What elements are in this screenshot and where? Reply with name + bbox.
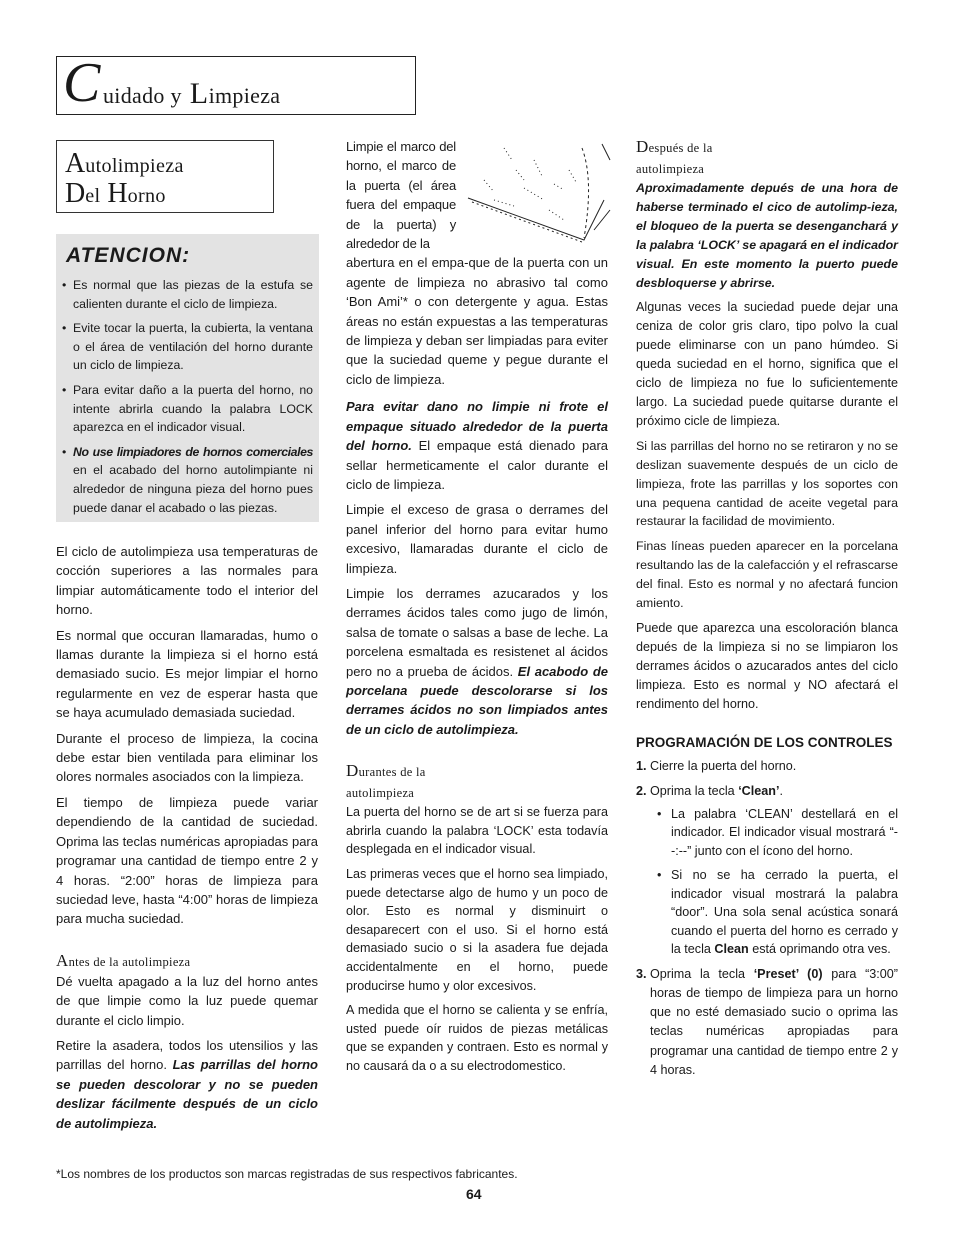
column-1 xyxy=(56,542,318,1139)
paragraph: Retire la asadera, todos los utensilios y las parrillas del horno. Las parrillas del horno se pueden descolorar y no se pueden deslizar fácilmente después de un ciclo de autolimpieza. xyxy=(56,1037,318,1131)
paragraph: Durante el proceso de limpieza, la cocina debe estar bien ventilada para eliminar los olores normales asociados con la limpieza. xyxy=(56,730,318,785)
atencion-item: • Es normal que las piezas de la estufa se calienten durante el ciclo de limpieza. xyxy=(62,276,313,313)
page-title-second-rest: impieza xyxy=(208,83,281,108)
atencion-list xyxy=(62,276,313,523)
paragraph: Algunas veces la suciedad puede dejar una ceniza de color gris claro, tipo polvo la cual puede eliminarse con un pano húmdeo. Si queda suciedad en el horno, significa que el ciclo de limpieza no fue lo suficientemente largo. La suciedad puede quitarse durante el próximo cicle de limpieza. xyxy=(636,300,898,428)
page-title-initial: C xyxy=(63,52,101,114)
paragraph: Finas líneas pueden aparecer en la porcelana resultando las de la calefacción y el refrascarse del final. Esto es normal y no afectará funcion amiento. xyxy=(636,539,898,611)
step: 1. Cierre la puerta del horno. xyxy=(636,759,797,774)
atencion-item: • No use limpiadores de hornos comerciales en el acabado del horno autolimpiante ni alrededor de ninguna pieza del horno pues puede danar el acabado o las piezas. xyxy=(62,443,313,517)
atencion-title: ATENCION: xyxy=(66,244,191,267)
bullet-item: • Si no se ha cerrado la puerta, el indicador visual mostrará la palabra “door”. Una sola senal acústica sonará cuando el puerta del horno es cerrado y la tecla Clean está oprimando otra ves. xyxy=(657,866,898,959)
programacion-heading: PROGRAMACIÓN DE LOS CONTROLES xyxy=(636,735,893,751)
antes-heading: Antes de la autolimpieza xyxy=(56,950,191,970)
step: 2. Oprima la tecla ‘Clean’. • La palabra ‘CLEAN’ destellará en el indicador. El indicador visual mostrará “--:--” junto con el ícono del horno. • Si no se ha cerrado la puerta, el indicador visual mostrará la palabra “door”. Una sola senal acústica sonará cuando el puerta del horno es cerrado y la tecla Clean está oprimando otra ves. xyxy=(636,782,898,959)
page-title-rest: uidado y xyxy=(103,83,182,108)
step: 3. Oprima la tecla ‘Preset’ (0) para “3:00” horas de tiempo de limpieza para un horno que no esté demasiado sucio o oprima las teclas numéricas apropiadas para programar una cantidad de tiempo entre 2 y 4 horas. xyxy=(636,966,898,1077)
step-bullets xyxy=(636,805,898,959)
atencion-item: • Evite tocar la puerta, la cubierta, la ventana o el área de ventilación del horno durante un ciclo de limpieza. xyxy=(62,319,313,375)
paragraph: Limpie el marco del horno, el marco de la puerta (el área fuera del empaque de la puerta) y alrededor de la xyxy=(346,139,456,252)
paragraph: Las primeras veces que el horno sea limpiado, puede detectarse algo de humo y un poco de olor. Esto es normal y disminuirt o desaparecert con el uso. Si el horno está demasiado sucio o si la asadera fue dejada accidentalmente en el horno, puede producirse humo y olor excesivos. xyxy=(346,866,608,993)
page-number: 64 xyxy=(466,1186,482,1202)
paragraph: A medida que el horno se calienta y se enfría, usted puede oír ruidos de piezas metálicas que se expanden y contraen. Esto es normal y no causará da o a su electrodomestico. xyxy=(346,1003,608,1073)
footnote: *Los nombres de los productos son marcas registradas de sus respectivos fabricantes. xyxy=(56,1167,518,1181)
durantes-heading: Durantes de la autolimpieza xyxy=(346,761,426,801)
despues-heading: Después de la autolimpieza xyxy=(636,137,713,176)
paragraph: Es normal que occuran llamaradas, humo o llamas durante la limpieza si el horno está demasiado sucio. Es mejor limpiar el horno regularmente en vez de esperar hasta que se haya acumulado demasiada suciedad. xyxy=(56,627,318,721)
column-3 xyxy=(636,137,898,1085)
paragraph: abertura en el empa-que de la puerta con un agente de limpieza no abrasivo tal como ‘Bon Ami’* o con detergente y agua. Estas áreas no están expuestas a las temperaturas de limpieza y deban ser limpiadas para eviter que la suciedad queme y pegue durante el ciclo de limpieza. xyxy=(346,255,608,387)
paragraph: Si las parrillas del horno no se retiraron y no se deslizan suavemente después de un ciclo de limpieza, frote las parrillas y los soportes con una pequena cantidad de aceite vegetal para restaurar la facilidad de movimiento. xyxy=(636,438,898,529)
bullet-item: • La palabra ‘CLEAN’ destellará en el indicador. El indicador visual mostrará “--:--” junto con el ícono del horno. xyxy=(657,805,898,861)
paragraph: Puede que aparezca una escoloración blanca depués de la limpieza si no se limpiaron los derrames ácidos o azucarados antes del ciclo limpieza. Esto es normal y NO afectará el rendimento del horno. xyxy=(636,620,898,711)
paragraph: El tiempo de limpieza puede variar dependiendo de la cantidad de suciedad. Oprima las teclas numéricas apropiadas para programar una cantidad de tiempo entre 2 y 4 horas. “2:00” horas de limpieza para suciedad leve, hasta “4:00” horas de limpieza para mucha suciedad. xyxy=(56,794,318,927)
paragraph: La puerta del horno se de art si se fuerza para abrirla cuando la palabra ‘LOCK’ esta todavía desplegada en el indicador visual. xyxy=(346,805,608,857)
paragraph: Limpie los derrames azucarados y los derrames ácidos tales como jugo de limón, salsa de tomate o salsas a base de leche. La porcelena esmaltada es resistenet al ácidos pero no a prueba de ácidos. El acabodo de porcelana puede descolorarse si los derrames ácidos no son limpiados antes de un ciclo de autolimpieza. xyxy=(346,585,608,737)
atencion-item: • Para evitar daño a la puerta del horno, no intente abrirla cuando la palabra LOCK aparezca en el indicador visual. xyxy=(62,381,313,437)
paragraph: Dé vuelta apagado a la luz del horno antes de que limpie como la luz puede quemar durante el ciclo limpio. xyxy=(56,973,318,1028)
page-title-second-initial: L xyxy=(189,77,209,110)
steps-list xyxy=(636,757,898,1080)
page-title xyxy=(56,52,416,115)
section-title: Autolimpieza Del Horno xyxy=(56,140,274,213)
paragraph: Aproximadamente depués de una hora de haberse terminado el cico de autolimp-ieza, el bloqueo de la puerta se desenganchará y la palabra ‘LOCK’ se apagará en el indicador visual. En este momento la puerto puede desbloquerse y abrirse. xyxy=(636,181,898,290)
atencion-box xyxy=(56,234,319,522)
column-2 xyxy=(346,137,608,1082)
paragraph: Para evitar dano no limpie ni frote el empaque situado alrededor de la puerta del horno. El empaque está dienado para sellar hermeticamente el calor durante el ciclo de limpieza. xyxy=(346,399,608,492)
paragraph: El ciclo de autolimpieza usa temperaturas de cocción superiores a las normales para limpiar automáticamente todo el interior del horno. xyxy=(56,544,318,618)
paragraph: Limpie el exceso de grasa o derrames del panel inferior del horno para evitar humo excesivo, llamaradas durante el ciclo de limpieza. xyxy=(346,502,608,576)
